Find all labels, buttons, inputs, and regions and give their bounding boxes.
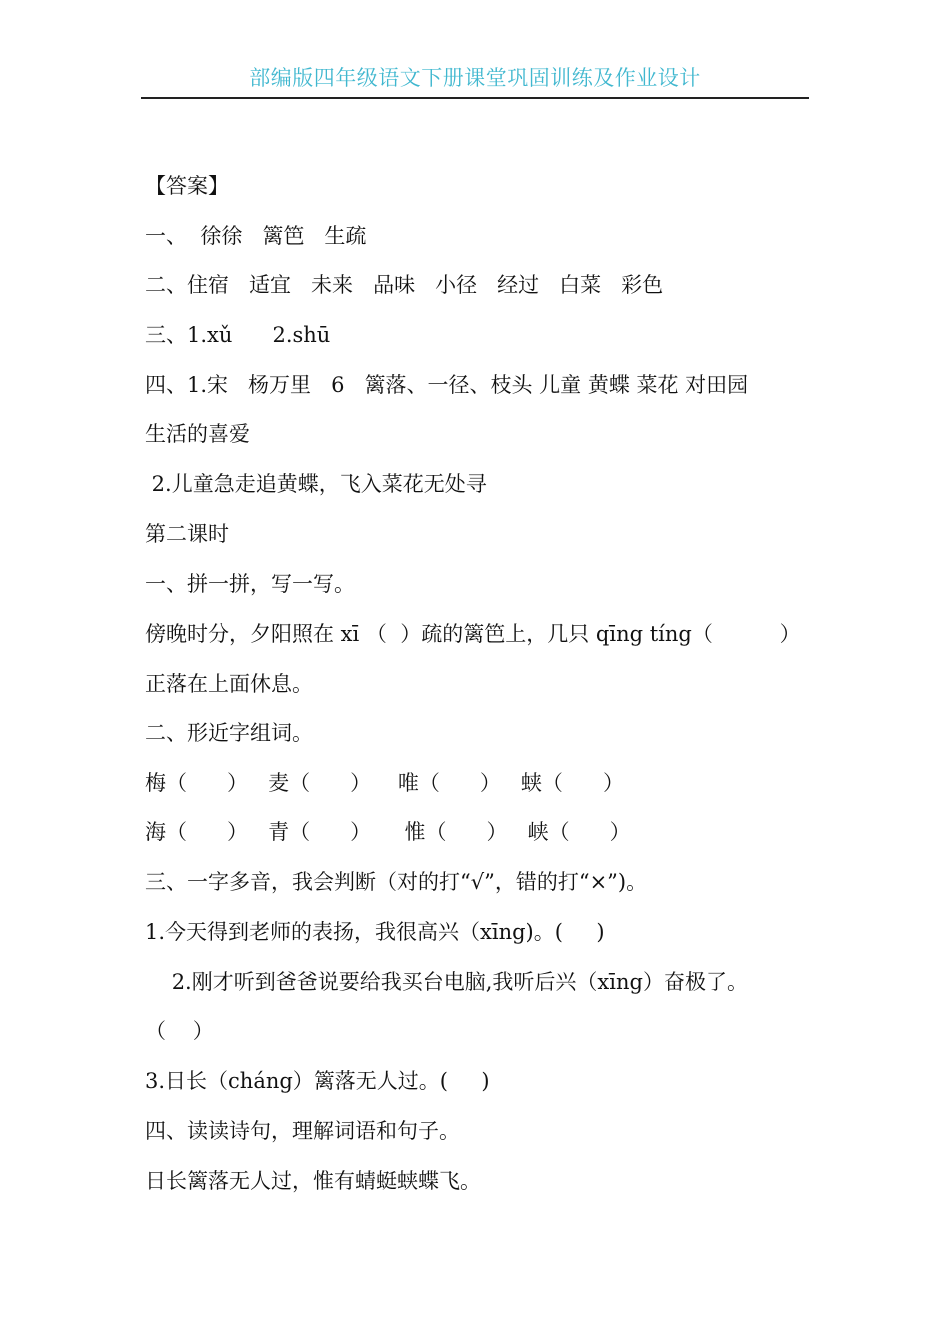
answer-q4-2: 2.儿童急走追黄蝶，飞入菜花无处寻 xyxy=(145,472,487,496)
section3-item2-blank: （ ） xyxy=(145,1019,214,1043)
section1-line2: 正落在上面休息。 xyxy=(145,672,313,696)
section2-row2: 海（ ） 青（ ） 惟（ ） 峡（ ） xyxy=(145,820,631,844)
answer-q2: 二、住宿 适宜 未来 品味 小径 经过 白菜 彩色 xyxy=(145,273,664,297)
section3-title: 三、一字多音，我会判断（对的打“√”，错的打“×”)。 xyxy=(145,870,648,894)
section3-item1: 1.今天得到老师的表扬，我很高兴（xīng)。( ) xyxy=(145,920,605,944)
section3-item3: 3.日长（cháng）篱落无人过。( ) xyxy=(145,1069,490,1093)
answer-q1: 一、 徐徐 篱笆 生疏 xyxy=(145,224,367,248)
page-header-title: 部编版四年级语文下册课堂巩固训练及作业设计 xyxy=(249,66,701,90)
header-rule xyxy=(141,97,809,99)
answer-q4-line2: 生活的喜爱 xyxy=(145,422,250,446)
lesson2-title: 第二课时 xyxy=(145,522,229,546)
section4-poem: 日长篱落无人过，惟有蜻蜓蛱蝶飞。 xyxy=(145,1169,481,1193)
section3-item2: 2.刚才听到爸爸说要给我买台电脑,我听后兴（xīng）奋极了。 xyxy=(145,970,748,994)
section2-row1: 梅（ ） 麦（ ） 唯（ ） 蛱（ ） xyxy=(145,771,624,795)
section4-title: 四、读读诗句，理解词语和句子。 xyxy=(145,1119,460,1143)
section2-title: 二、形近字组词。 xyxy=(145,721,313,745)
section1-title: 一、拼一拼，写一写。 xyxy=(145,572,355,596)
answer-q4-line1: 四、1.宋 杨万里 6 篱落、一径、枝头 儿童 黄蝶 菜花 对田园 xyxy=(145,373,749,397)
section1-line1: 傍晚时分，夕阳照在 xī （ ）疏的篱笆上，几只 qīng tíng（ ） xyxy=(145,622,801,646)
answers-heading: 【答案】 xyxy=(145,174,229,198)
answer-q3: 三、1.xǔ 2.shū xyxy=(145,323,331,347)
